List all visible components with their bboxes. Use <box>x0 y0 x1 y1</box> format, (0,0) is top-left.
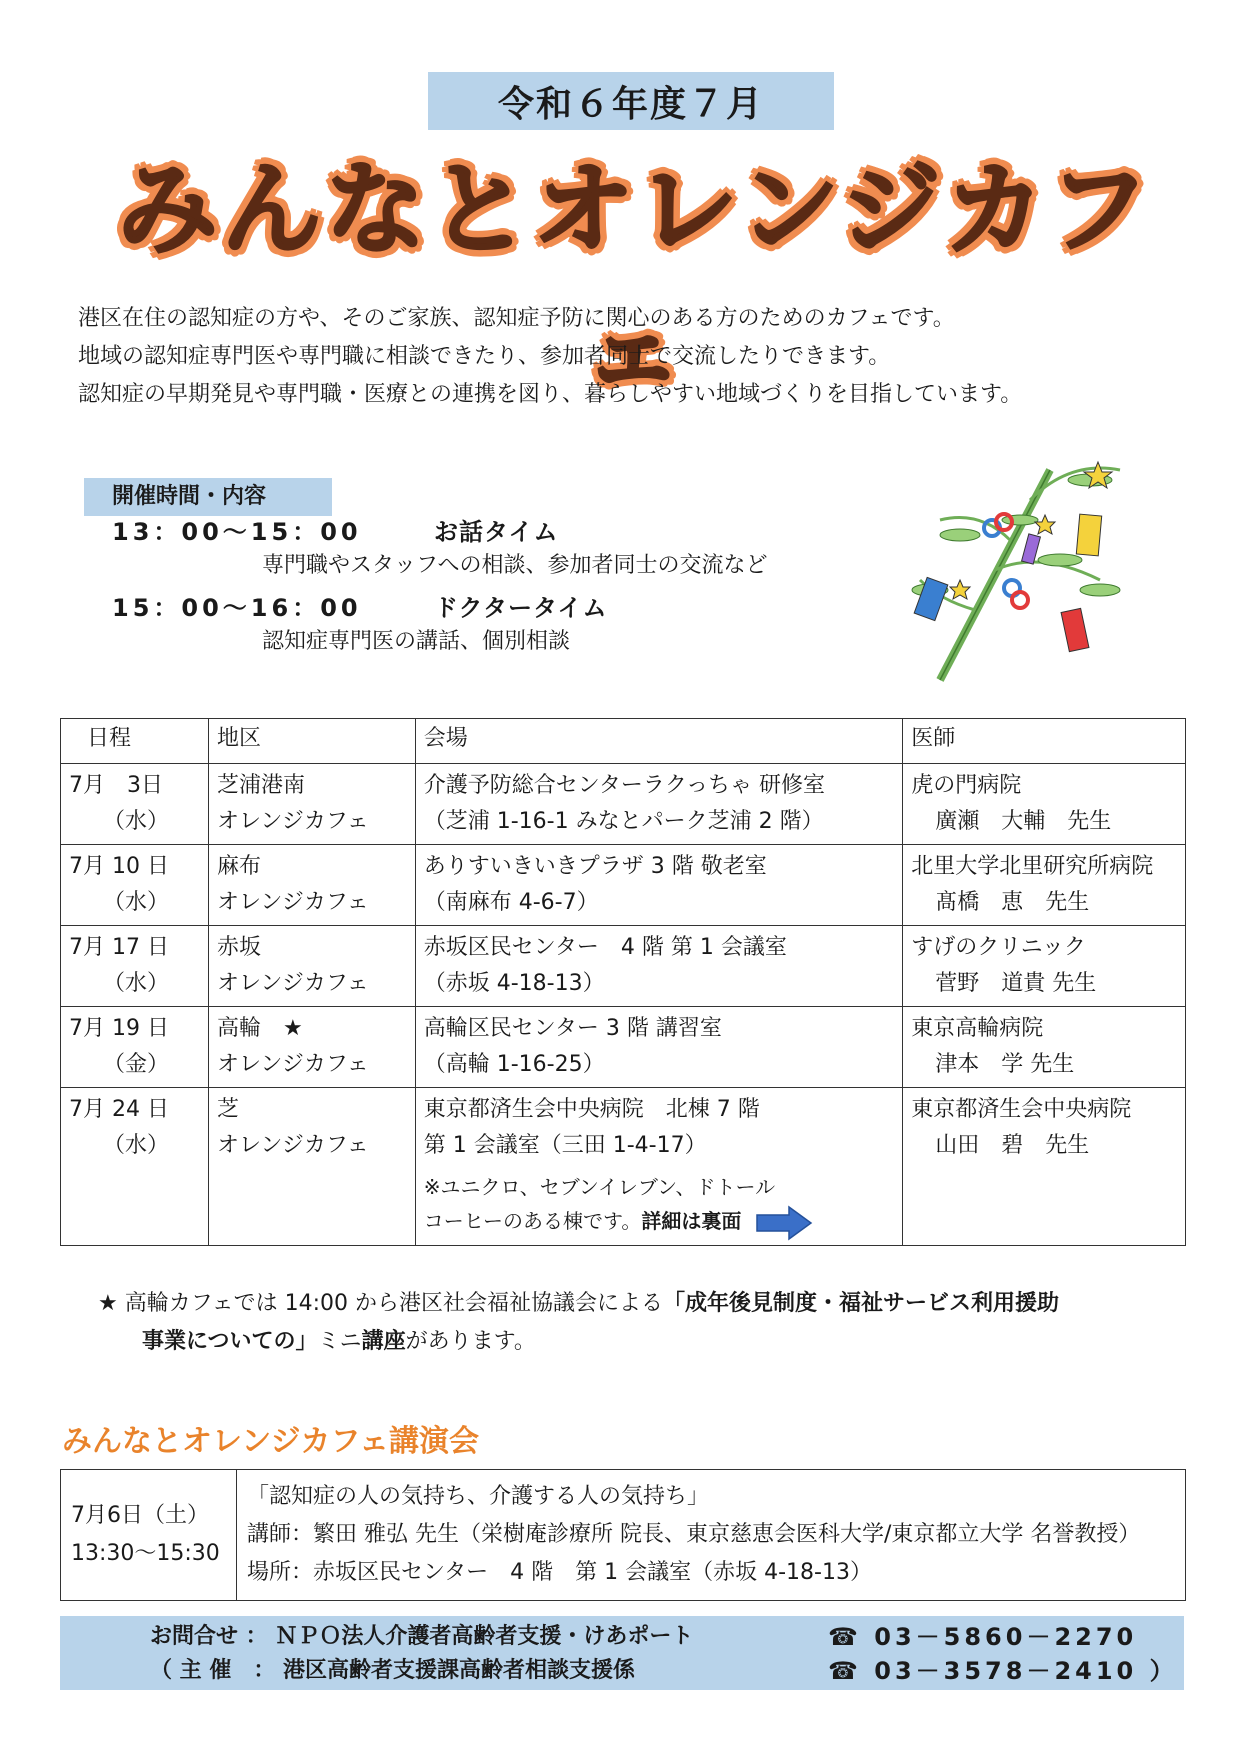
weekday-text: （水） <box>103 971 170 996</box>
cell-date <box>61 764 209 845</box>
cell-venue <box>415 1088 902 1246</box>
slot-time: 15：00～16：00 <box>112 594 362 622</box>
intro-line: 認知症の早期発見や専門職・医療との連携を図り、暮らしやすい地域づくりを目指しています。 <box>78 382 1023 407</box>
cell-date <box>61 845 209 926</box>
cell-doctor <box>903 926 1186 1007</box>
table-row <box>61 764 1186 845</box>
venue-name: 東京都済生会中央病院 北棟 7 階 <box>423 1097 760 1122</box>
cell-date <box>61 1088 209 1246</box>
lecture-row <box>61 1470 1186 1601</box>
venue-name: ありすいきいきプラザ 3 階 敬老室 <box>423 854 767 879</box>
slot-desc: 認知症専門医の講話、個別相談 <box>262 629 571 654</box>
area-name: 麻布 <box>216 854 261 879</box>
weekday-text: （金） <box>103 1052 170 1077</box>
table-row <box>61 845 1186 926</box>
date-text: 7月 3日 <box>69 773 163 798</box>
area-suffix: オレンジカフェ <box>216 1133 369 1158</box>
lecture-title: みんなとオレンジカフェ講演会 <box>62 1424 479 1459</box>
cell-date <box>61 1007 209 1088</box>
doctor-name: 津本 学 先生 <box>935 1052 1075 1077</box>
venue-name: 介護予防総合センターラクっちゃ 研修室 <box>423 773 825 798</box>
venue-address: （芝浦 1-16-1 みなとパーク芝浦 2 階） <box>423 809 824 834</box>
lecture-details <box>237 1470 1186 1601</box>
hospital-name: すげのクリニック <box>911 935 1086 960</box>
doctor-name: 菅野 道貴 先生 <box>935 971 1097 996</box>
venue-note-line: ※ユニクロ、セブンイレブン、ドトール <box>423 1175 776 1199</box>
slot-name: ドクタータイム <box>434 594 608 622</box>
venue-note-line <box>424 1204 894 1241</box>
schedule-table <box>60 718 1186 1246</box>
contact-row <box>150 1654 1184 1688</box>
main-title: みんなとオレンジカフェ <box>117 151 1153 408</box>
venue-address: 第 1 会議室（三田 1-4-17） <box>423 1133 707 1158</box>
header-area: 地区 <box>208 719 415 764</box>
table-row <box>61 1088 1186 1246</box>
slot-time: 13：00～15：00 <box>112 518 362 546</box>
weekday-text: （水） <box>103 809 170 834</box>
cell-area <box>208 764 415 845</box>
cell-doctor <box>903 845 1186 926</box>
doctor-name: 山田 碧 先生 <box>935 1133 1090 1158</box>
intro-line: 地域の認知症専門医や専門職に相談できたり、参加者同士で交流したりできます。 <box>78 344 891 369</box>
cell-doctor <box>903 1007 1186 1088</box>
weekday-text: （水） <box>103 890 170 915</box>
hospital-name: 北里大学北里研究所病院 <box>911 854 1154 879</box>
phone-number: ☎ 03－5860－2270 <box>828 1623 1138 1651</box>
area-suffix: オレンジカフェ <box>216 971 369 996</box>
cell-doctor <box>903 764 1186 845</box>
phone-number: ☎ 03－3578－2410 ） <box>828 1657 1178 1685</box>
slot-name: お話タイム <box>434 518 559 546</box>
cell-venue <box>415 764 902 845</box>
hospital-name: 虎の門病院 <box>911 773 1022 798</box>
cell-area <box>208 1088 415 1246</box>
cell-venue <box>415 926 902 1007</box>
star-note-suffix: があります。 <box>405 1329 536 1354</box>
contact-row <box>150 1620 1184 1654</box>
see-back-text: 詳細は裏面 <box>641 1209 742 1233</box>
area-name: 赤坂 <box>216 935 261 960</box>
tanabata-bamboo-icon <box>900 440 1140 700</box>
header-date <box>61 719 209 764</box>
star-note-bold: 「成年後見制度・福祉サービス利用援助 <box>663 1291 1060 1316</box>
contact-box <box>60 1616 1184 1690</box>
schedule-slot <box>112 512 559 547</box>
slot-desc: 専門職やスタッフへの相談、参加者同士の交流など <box>262 553 768 578</box>
header-date-label: 日程 <box>87 726 132 751</box>
schedule-slot <box>112 588 608 623</box>
header-venue: 会場 <box>415 719 902 764</box>
star-note-bold: 講座 <box>361 1329 406 1354</box>
area-suffix: オレンジカフェ <box>216 809 369 834</box>
lecture-table <box>60 1469 1186 1601</box>
star-note-prefix: ★ 高輪カフェでは 14:00 から港区社会福祉協議会による <box>98 1291 664 1316</box>
area-suffix: オレンジカフェ <box>216 1052 369 1077</box>
year-label: 令和６年度７月 <box>428 72 834 130</box>
schedule-section-label: 開催時間・内容 <box>84 478 332 516</box>
hospital-name: 東京高輪病院 <box>911 1016 1044 1041</box>
venue-note-text: コーヒーのある棟です。 <box>423 1209 642 1233</box>
header-doctor: 医師 <box>903 719 1186 764</box>
area-name: 高輪 ★ <box>216 1016 303 1041</box>
lecture-datetime <box>61 1470 237 1601</box>
date-text: 7月 10 日 <box>69 854 169 879</box>
venue-address: （高輪 1-16-25） <box>423 1052 605 1077</box>
date-text: 7月 19 日 <box>69 1016 169 1041</box>
lecture-place: 場所：赤坂区民センター 4 階 第 1 会議室（赤坂 4-18-13） <box>247 1560 872 1585</box>
lecture-date: 7月6日（土） <box>71 1503 209 1528</box>
lecture-topic: 「認知症の人の気持ち、介護する人の気持ち」 <box>247 1484 710 1509</box>
star-note-bold: 事業についての」 <box>142 1329 318 1354</box>
venue-name: 高輪区民センター 3 階 講習室 <box>423 1016 722 1041</box>
cell-venue <box>415 845 902 926</box>
cell-date <box>61 926 209 1007</box>
area-name: 芝 <box>216 1097 239 1122</box>
intro-text <box>78 300 1178 414</box>
venue-note <box>424 1170 894 1241</box>
table-row <box>61 926 1186 1007</box>
area-suffix: オレンジカフェ <box>216 890 369 915</box>
date-text: 7月 24 日 <box>69 1097 169 1122</box>
area-name: 芝浦港南 <box>216 773 305 798</box>
weekday-text: （水） <box>103 1133 170 1158</box>
date-text: 7月 17 日 <box>69 935 169 960</box>
lecture-lecturer: 講師：繁田 雅弘 先生（栄樹庵診療所 院長、東京慈恵会医科大学/東京都立大学 名誉教授） <box>247 1522 1141 1547</box>
hospital-name: 東京都済生会中央病院 <box>911 1097 1132 1122</box>
cell-area <box>208 1007 415 1088</box>
venue-name: 赤坂区民センター 4 階 第 1 会議室 <box>423 935 787 960</box>
star-note-mid: ミニ <box>317 1329 362 1354</box>
contact-label: （ 主 催 ： 港区高齢者支援課高齢者相談支援係 <box>150 1658 635 1683</box>
cell-doctor <box>903 1088 1186 1246</box>
intro-line: 港区在住の認知症の方や、そのご家族、認知症予防に関心のある方のためのカフェです。 <box>78 306 955 331</box>
table-header-row <box>61 719 1186 764</box>
table-row <box>61 1007 1186 1088</box>
cell-area <box>208 845 415 926</box>
cell-area <box>208 926 415 1007</box>
doctor-name: 廣瀬 大輔 先生 <box>935 809 1112 834</box>
star-note <box>98 1285 1188 1361</box>
cell-venue <box>415 1007 902 1088</box>
venue-address: （赤坂 4-18-13） <box>423 971 605 996</box>
doctor-name: 髙橋 恵 先生 <box>935 890 1090 915</box>
right-arrow-icon <box>755 1205 813 1241</box>
contact-label: お問合せ ： ＮＰＯ法人介護者高齢者支援・けあポート <box>150 1624 694 1649</box>
venue-address: （南麻布 4-6-7） <box>423 890 599 915</box>
lecture-time: 13:30～15:30 <box>71 1541 220 1566</box>
